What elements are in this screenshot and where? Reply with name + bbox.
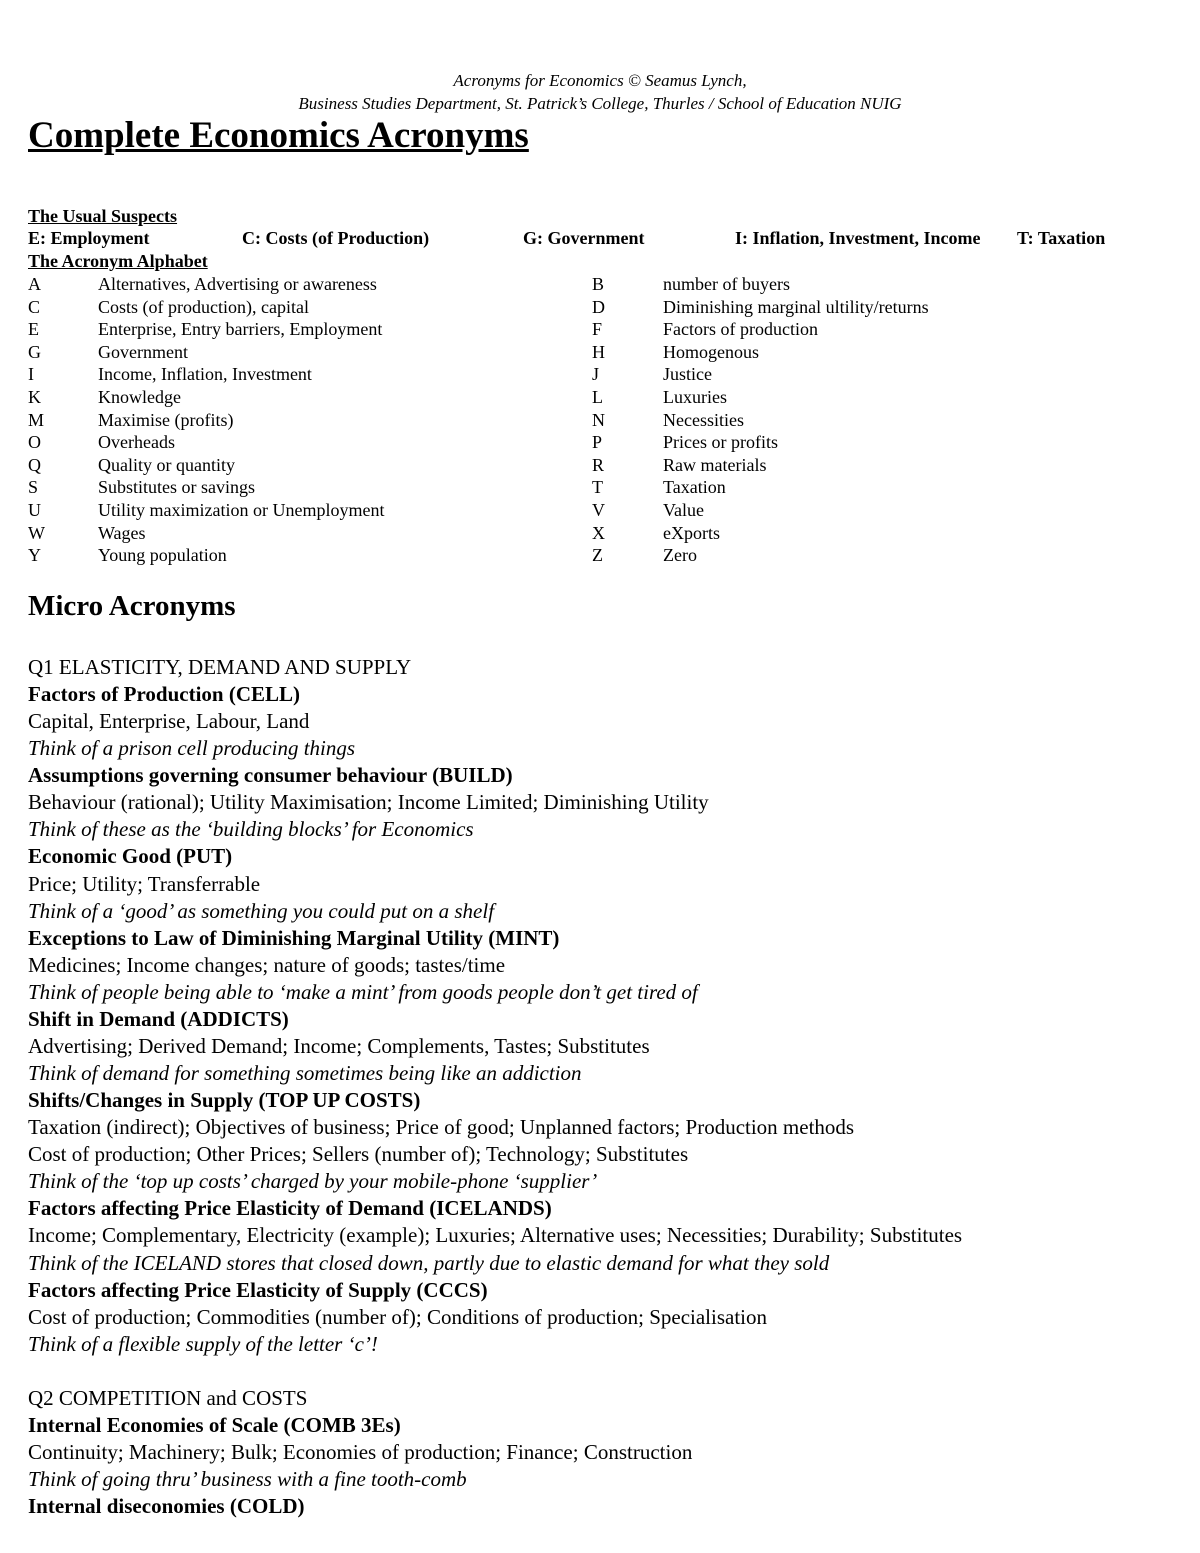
alphabet-letter: P (592, 432, 603, 453)
acronym-heading: Economic Good (PUT) (28, 844, 233, 869)
alphabet-letter: J (592, 364, 600, 385)
alphabet-letter: L (592, 387, 603, 407)
acronym-heading: Factors affecting Price Elasticity of Demand (ICELANDS) (28, 1196, 552, 1221)
alphabet-letter: H (592, 341, 605, 362)
acronym-expansion: Price; Utility; Transferrable (28, 871, 261, 896)
alphabet-meaning: Substitutes or savings (98, 477, 256, 498)
alphabet-meaning: Justice (663, 364, 712, 385)
micro-acronyms-title: Micro Acronyms (28, 590, 236, 622)
question-heading: Q2 COMPETITION and COSTS (28, 1385, 308, 1410)
page-title: Complete Economics Acronyms (28, 115, 529, 156)
usual-suspect-item: T: Taxation (1017, 228, 1106, 248)
alphabet-letter: G (28, 341, 41, 362)
alphabet-letter: E (28, 319, 39, 340)
acronym-heading: Shifts/Changes in Supply (TOP UP COSTS) (28, 1088, 421, 1113)
alphabet-meaning: Knowledge (98, 387, 181, 407)
acronym-expansion: Income; Complementary, Electricity (example); Luxuries; Alternative uses; Necessities; Durability; Substitutes (28, 1223, 963, 1248)
alphabet-letter: D (592, 296, 605, 317)
alphabet-letter: F (592, 319, 603, 340)
acronym-expansion: Medicines; Income changes; nature of goods; tastes/time (28, 952, 506, 977)
header-line-1: Acronyms for Economics © Seamus Lynch, (453, 71, 747, 90)
acronym-heading: Exceptions to Law of Diminishing Marginal Utility (MINT) (28, 925, 560, 950)
alphabet-row (0, 297, 1200, 320)
acronym-heading: Internal diseconomies (COLD) (28, 1494, 305, 1519)
alphabet-letter: Z (592, 545, 603, 566)
alphabet-row (0, 364, 1200, 387)
acronym-mnemonic: Think of people being able to ‘make a mint’ from goods people don’t get tired of (28, 979, 698, 1004)
acronym-mnemonic: Think of these as the ‘building blocks’ for Economics (28, 817, 474, 842)
alphabet-meaning: Wages (98, 522, 146, 543)
usual-suspect-item: G: Government (523, 228, 645, 248)
alphabet-letter: M (28, 409, 45, 430)
acronym-mnemonic: Think of a ‘good’ as something you could put on a shelf (28, 898, 495, 923)
alphabet-row (0, 432, 1200, 455)
alphabet-letter: Q (28, 454, 41, 475)
acronym-heading: Factors of Production (CELL) (28, 682, 301, 707)
acronym-mnemonic: Think of a prison cell producing things (28, 736, 356, 761)
alphabet-letter: R (592, 454, 605, 475)
alphabet-meaning: Luxuries (663, 387, 727, 407)
alphabet-letter: T (592, 477, 603, 498)
alphabet-meaning: Government (98, 341, 188, 362)
alphabet-row (0, 387, 1200, 410)
alphabet-meaning: Necessities (663, 409, 744, 430)
alphabet-row (0, 545, 1200, 568)
alphabet-letter: U (28, 500, 41, 520)
acronym-heading: Internal Economies of Scale (COMB 3Es) (28, 1412, 401, 1437)
acronym-heading: Factors affecting Price Elasticity of Supply (CCCS) (28, 1277, 488, 1302)
alphabet-meaning: Diminishing marginal ultility/returns (663, 296, 929, 317)
alphabet-letter: I (28, 364, 34, 385)
alphabet-meaning: Zero (663, 545, 697, 566)
usual-suspect-item: I: Inflation, Investment, Income (735, 228, 981, 248)
acronym-heading: Shift in Demand (ADDICTS) (28, 1006, 289, 1031)
acronym-mnemonic: Think of going thru’ business with a fine tooth-comb (28, 1467, 467, 1492)
alphabet-row (0, 477, 1200, 500)
alphabet-meaning: Prices or profits (663, 432, 778, 453)
acronym-mnemonic: Think of the ‘top up costs’ charged by your mobile-phone ‘supplier’ (28, 1169, 598, 1194)
acronym-mnemonic: Think of a flexible supply of the letter ‘c’! (28, 1331, 378, 1356)
alphabet-letter: A (28, 274, 41, 294)
acronym-expansion: Cost of production; Other Prices; Sellers (number of); Technology; Substitutes (28, 1142, 689, 1167)
alphabet-letter: S (28, 477, 39, 498)
alphabet-row (0, 500, 1200, 523)
question-heading: Q1 ELASTICITY, DEMAND AND SUPPLY (28, 655, 412, 679)
acronym-heading: Assumptions governing consumer behaviour (BUILD) (28, 763, 513, 788)
alphabet-letter: W (28, 522, 45, 543)
alphabet-meaning: Overheads (98, 432, 175, 453)
acronym-expansion: Capital, Enterprise, Labour, Land (28, 709, 310, 734)
acronym-expansion: Taxation (indirect); Objectives of business; Price of good; Unplanned factors; Production methods (28, 1115, 855, 1140)
alphabet-meaning: Value (663, 500, 704, 520)
alphabet-letter: O (28, 432, 41, 453)
usual-suspect-item: C: Costs (of Production) (242, 228, 430, 248)
alphabet-meaning: Taxation (663, 477, 726, 498)
usual-suspects-heading: The Usual Suspects (28, 206, 178, 226)
header-line-2: Business Studies Department, St. Patrick’s College, Thurles / School of Education NUIG (298, 94, 902, 113)
usual-suspect-item: E: Employment (28, 228, 150, 248)
alphabet-meaning: Income, Inflation, Investment (98, 364, 312, 385)
alphabet-row (0, 410, 1200, 433)
alphabet-meaning: Factors of production (663, 319, 818, 340)
alphabet-row (0, 319, 1200, 342)
alphabet-meaning: Alternatives, Advertising or awareness (98, 274, 377, 294)
alphabet-letter: C (28, 296, 41, 317)
alphabet-meaning: Quality or quantity (98, 454, 235, 475)
alphabet-meaning: Homogenous (663, 341, 759, 362)
acronym-expansion: Advertising; Derived Demand; Income; Complements, Tastes; Substitutes (28, 1033, 650, 1058)
alphabet-letter: B (592, 274, 605, 294)
acronym-expansion: Behaviour (rational); Utility Maximisation; Income Limited; Diminishing Utility (28, 790, 709, 815)
acronym-alphabet-heading: The Acronym Alphabet (28, 251, 208, 271)
acronym-mnemonic: Think of demand for something sometimes being like an addiction (28, 1061, 582, 1086)
alphabet-meaning: Utility maximization or Unemployment (98, 500, 385, 520)
alphabet-meaning: number of buyers (663, 274, 790, 294)
acronym-mnemonic: Think of the ICELAND stores that closed down, partly due to elastic demand for what they sold (28, 1250, 830, 1275)
alphabet-row (0, 274, 1200, 297)
alphabet-row (0, 523, 1200, 546)
alphabet-letter: Y (28, 545, 41, 566)
acronym-expansion: Cost of production; Commodities (number of); Conditions of production; Specialisation (28, 1304, 768, 1329)
alphabet-meaning: Young population (98, 545, 227, 566)
alphabet-row (0, 455, 1200, 478)
alphabet-meaning: Maximise (profits) (98, 409, 234, 430)
alphabet-letter: N (592, 409, 605, 430)
alphabet-meaning: Costs (of production), capital (98, 296, 309, 317)
alphabet-letter: K (28, 387, 41, 407)
alphabet-row (0, 342, 1200, 365)
alphabet-letter: V (592, 500, 605, 520)
alphabet-meaning: Raw materials (663, 454, 767, 475)
alphabet-meaning: Enterprise, Entry barriers, Employment (98, 319, 383, 340)
acronym-expansion: Continuity; Machinery; Bulk; Economies of production; Finance; Construction (28, 1440, 693, 1465)
alphabet-meaning: eXports (663, 522, 720, 543)
alphabet-letter: X (592, 522, 605, 543)
